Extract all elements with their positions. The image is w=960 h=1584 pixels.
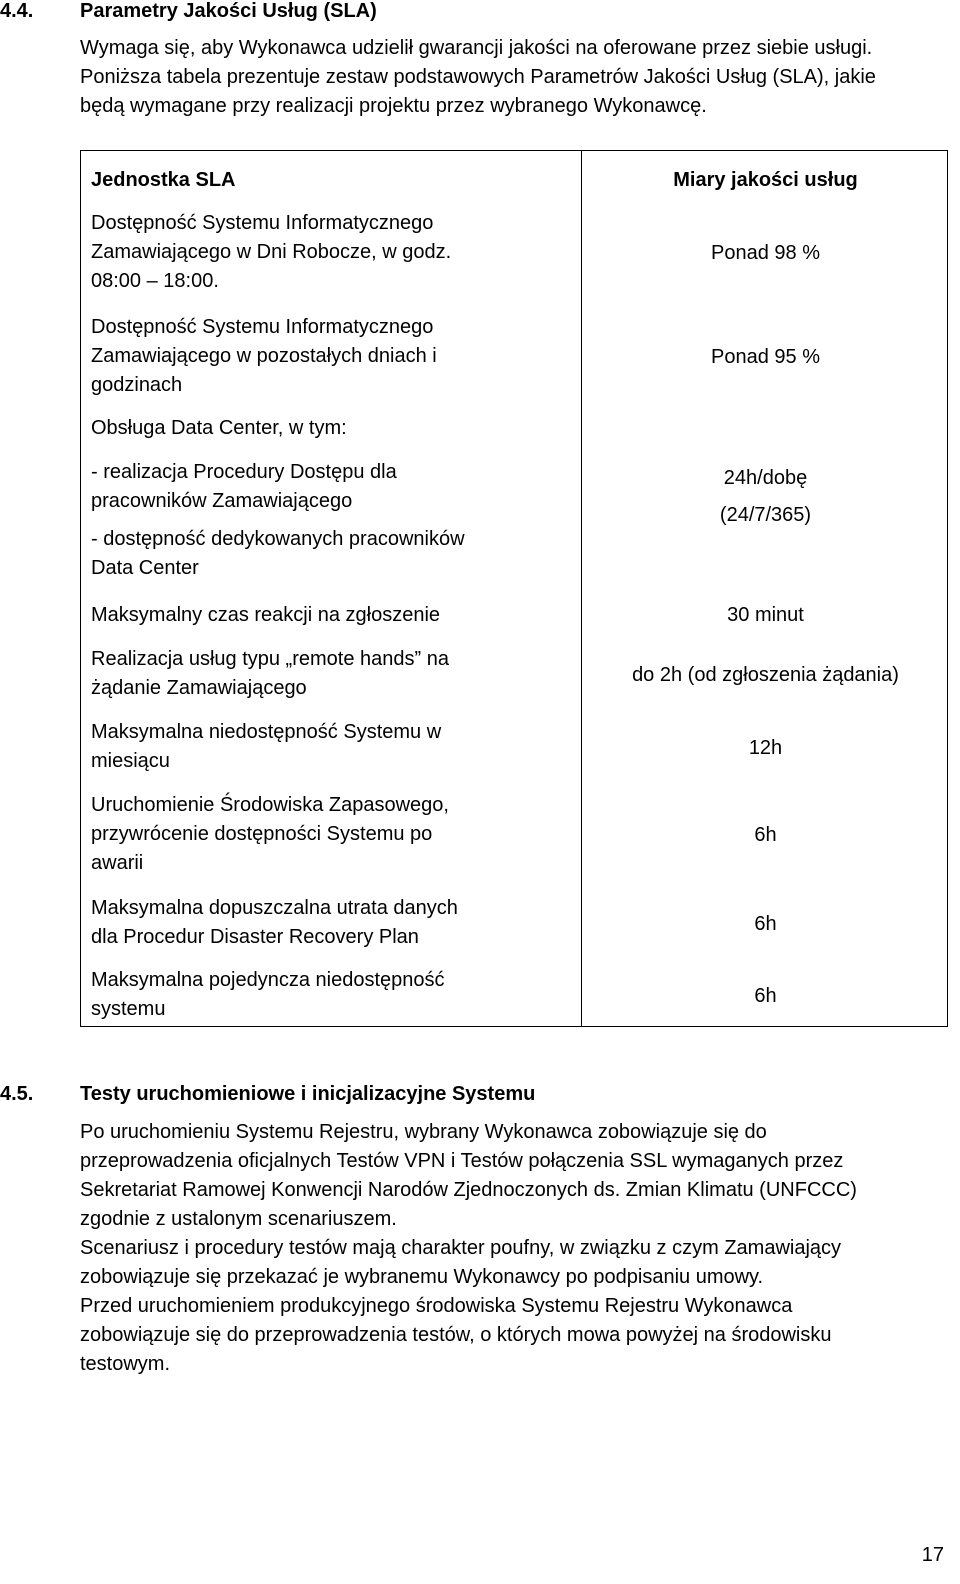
- section-title: Parametry Jakości Usług (SLA): [80, 0, 377, 22]
- row-text-line: Zamawiającego w pozostałych dniach i: [91, 345, 437, 367]
- row-text-line: miesiącu: [91, 750, 170, 772]
- sla-table: [80, 150, 948, 1027]
- table-row-value: [582, 910, 949, 939]
- table-row-value: [582, 982, 949, 1011]
- table-row-value: [582, 661, 949, 690]
- text-line: Przed uruchomieniem produkcyjnego środowiska Systemu Rejestru Wykonawca: [80, 1295, 793, 1317]
- section-title: Testy uruchomieniowe i inicjalizacyjne Systemu: [80, 1083, 536, 1105]
- text-line: Sekretariat Ramowej Konwencji Narodów Zjednoczonych ds. Zmian Klimatu (UNFCCC): [80, 1179, 857, 1201]
- table-row-label: [91, 645, 571, 703]
- section-number: 4.4.: [0, 0, 34, 22]
- row-text-line: - realizacja Procedury Dostępu dla: [91, 461, 397, 483]
- text-line: Scenariusz i procedury testów mają charakter poufny, w związku z czym Zamawiający: [80, 1237, 842, 1259]
- text-line: zgodnie z ustalonym scenariuszem.: [80, 1208, 397, 1230]
- page-number: 17: [921, 1544, 944, 1566]
- tests-paragraph: [80, 1118, 920, 1379]
- row-text-line: żądanie Zamawiającego: [91, 677, 307, 699]
- row-value-line: do 2h (od zgłoszenia żądania): [632, 664, 899, 686]
- header-quality-measures: Miary jakości usług: [673, 169, 858, 191]
- row-text-line: Maksymalna dopuszczalna utrata danych: [91, 897, 458, 919]
- table-row-value: [582, 464, 949, 530]
- row-text-line: przywrócenie dostępności Systemu po: [91, 823, 433, 845]
- row-value-line: 12h: [748, 737, 783, 759]
- row-text-line: systemu: [91, 998, 166, 1020]
- table-row-label: [91, 601, 571, 630]
- text-line: przeprowadzenia oficjalnych Testów VPN i Testów połączenia SSL wymaganych przez: [80, 1150, 844, 1172]
- row-text-line: awarii: [91, 852, 144, 874]
- table-row-value: [582, 734, 949, 763]
- table-row-value: [582, 343, 949, 372]
- row-text-line: pracowników Zamawiającego: [91, 490, 353, 512]
- text-line: zobowiązuje się przekazać je wybranemu Wykonawcy po podpisaniu umowy.: [80, 1266, 764, 1288]
- row-value-line: 30 minut: [727, 604, 804, 626]
- table-row-label: [91, 209, 571, 296]
- row-text-line: Maksymalny czas reakcji na zgłoszenie: [91, 604, 441, 626]
- text-line: będą wymagane przy realizacji projektu przez wybranego Wykonawcę.: [80, 95, 707, 117]
- table-row-value: [582, 239, 949, 268]
- table-row-value: [582, 601, 949, 630]
- column-divider: [581, 151, 582, 1026]
- row-text-line: - dostępność dedykowanych pracowników: [91, 528, 465, 550]
- table-row-label: [91, 414, 571, 583]
- row-value-line: Ponad 95 %: [711, 346, 820, 368]
- row-text-line: Realizacja usług typu „remote hands” na: [91, 648, 449, 670]
- row-text-line: dla Procedur Disaster Recovery Plan: [91, 926, 419, 948]
- table-row-value: [582, 821, 949, 850]
- text-line: Poniższa tabela prezentuje zestaw podstawowych Parametrów Jakości Usług (SLA), jakie: [80, 66, 876, 88]
- row-value-line: 6h: [754, 985, 777, 1007]
- row-value-line: 6h: [754, 824, 777, 846]
- row-value-line: Ponad 98 %: [711, 242, 820, 264]
- table-row-label: [91, 966, 571, 1024]
- row-text-line: Dostępność Systemu Informatycznego: [91, 316, 434, 338]
- section-number: 4.5.: [0, 1083, 34, 1105]
- row-text-line: Dostępność Systemu Informatycznego: [91, 212, 434, 234]
- table-row-label: [91, 718, 571, 776]
- text-line: testowym.: [80, 1353, 171, 1375]
- text-line: Wymaga się, aby Wykonawca udzielił gwarancji jakości na oferowane przez siebie usługi.: [80, 37, 873, 59]
- row-text-line: Obsługa Data Center, w tym:: [91, 417, 347, 439]
- row-text-line: Maksymalna niedostępność Systemu w: [91, 721, 442, 743]
- table-row-label: [91, 313, 571, 400]
- text-line: Po uruchomieniu Systemu Rejestru, wybrany Wykonawca zobowiązuje się do: [80, 1121, 767, 1143]
- row-value-line: (24/7/365): [719, 504, 812, 526]
- row-text-line: godzinach: [91, 374, 183, 396]
- text-line: zobowiązuje się do przeprowadzenia testów, o których mowa powyżej na środowisku: [80, 1324, 832, 1346]
- row-text-line: Uruchomienie Środowiska Zapasowego,: [91, 794, 449, 816]
- intro-paragraph: [80, 34, 920, 121]
- row-value-line: 24h/dobę: [723, 467, 808, 489]
- table-row-label: [91, 791, 571, 878]
- row-text-line: Data Center: [91, 557, 199, 579]
- row-text-line: Maksymalna pojedyncza niedostępność: [91, 969, 445, 991]
- row-text-line: Zamawiającego w Dni Robocze, w godz.: [91, 241, 452, 263]
- row-text-line: 08:00 – 18:00.: [91, 270, 219, 292]
- header-sla-unit: Jednostka SLA: [91, 169, 236, 191]
- row-value-line: 6h: [754, 913, 777, 935]
- table-row-label: [91, 894, 571, 952]
